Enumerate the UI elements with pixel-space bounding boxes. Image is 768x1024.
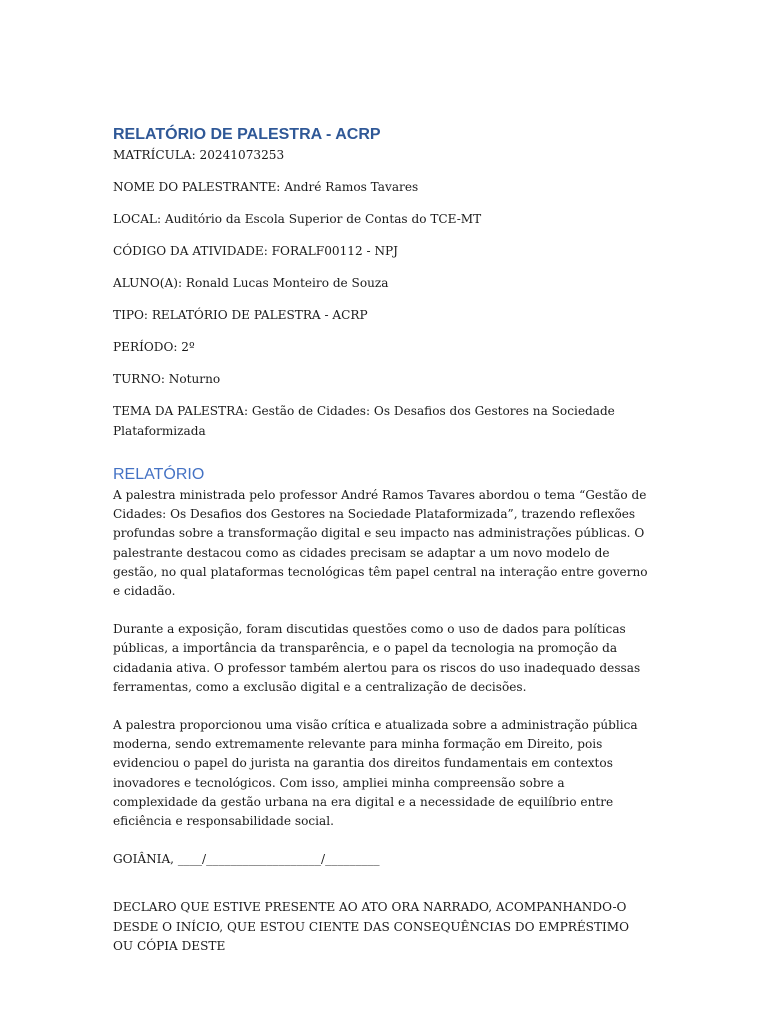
- field-periodo: PERÍODO: 2º: [113, 340, 195, 354]
- field-aluno: ALUNO(A): Ronald Lucas Monteiro de Souza: [113, 276, 389, 290]
- field-codigo-atividade: CÓDIGO DA ATIVIDADE: FORALF00112 - NPJ: [113, 244, 399, 258]
- field-tema-palestra: TEMA DA PALESTRA: Gestão de Cidades: Os Desafios dos Gestores na Sociedade Plataformizada: [113, 404, 615, 438]
- declaration-text: DECLARO QUE ESTIVE PRESENTE AO ATO ORA NARRADO, ACOMPANHANDO-O DESDE O INÍCIO, QUE ESTOU CIENTE DAS CONSEQUÊNCIAS DO EMPRÉSTIMO OU CÓPIA DESTE: [113, 900, 630, 954]
- document-title: RELATÓRIO DE PALESTRA - ACRP: [113, 126, 381, 143]
- field-matricula: MATRÍCULA: 20241073253: [113, 148, 285, 162]
- report-paragraph-1: A palestra ministrada pelo professor André Ramos Tavares abordou o tema “Gestão de Cidades: Os Desafios dos Gestores na Sociedade Plataformizada”, trazendo reflexões profundas sobre a transformação digital e seu impacto nas administrações públicas. O palestrante destacou como as cidades precisam se adaptar a um novo modelo de gestão, no qual plataformas tecnológicas têm papel central na interação entre governo e cidadão.: [113, 488, 648, 599]
- report-paragraph-3: A palestra proporcionou uma visão crítica e atualizada sobre a administração pública moderna, sendo extremamente relevante para minha formação em Direito, pois evidenciou o papel do jurista na garantia dos direitos fundamentais em contextos inovadores e tecnológicos. Com isso, ampliei minha compreensão sobre a complexidade da gestão urbana na era digital e a necessidade de equilíbrio entre eficiência e responsabilidade social.: [113, 718, 638, 829]
- field-turno: TURNO: Noturno: [113, 372, 221, 386]
- field-tipo: TIPO: RELATÓRIO DE PALESTRA - ACRP: [113, 308, 368, 322]
- document-page: [113, 124, 653, 957]
- report-paragraph-2: Durante a exposição, foram discutidas questões como o uso de dados para políticas públicas, a importância da transparência, e o papel da tecnologia na promoção da cidadania ativa. O professor também alertou para os riscos do uso inadequado dessas ferramentas, como a exclusão digital e a centralização de decisões.: [113, 622, 641, 694]
- signature-date-line: GOIÂNIA, ____/___________________/_________: [113, 852, 380, 867]
- section-title-relatorio: RELATÓRIO: [113, 466, 205, 483]
- field-local: LOCAL: Auditório da Escola Superior de Contas do TCE-MT: [113, 212, 482, 226]
- field-palestrante: NOME DO PALESTRANTE: André Ramos Tavares: [113, 180, 419, 194]
